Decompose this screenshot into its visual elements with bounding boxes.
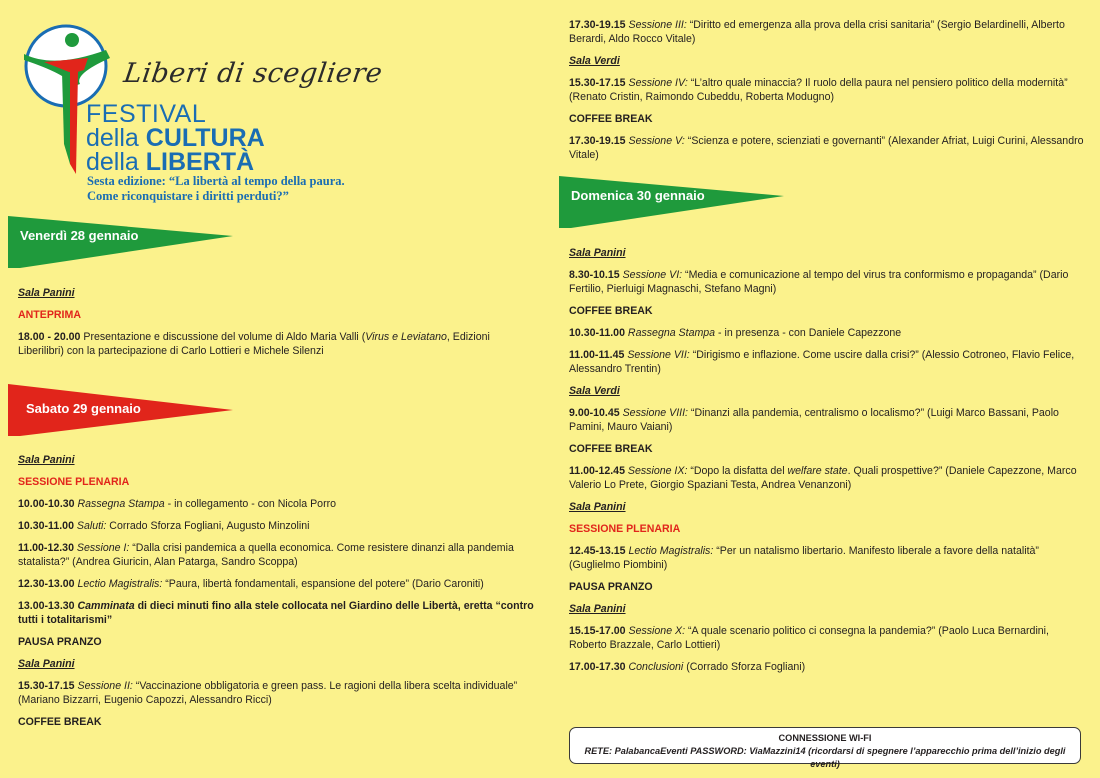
saturday-schedule-continued xyxy=(569,18,1084,170)
plenaria-label: SESSIONE PLENARIA xyxy=(18,476,130,488)
event-item: 15.30-17.15 Sessione IV: “L’altro quale minaccia? Il ruolo della paura nel pensiero politico della modernità” (Renato Cristin, Raimondo Cubeddu, Roberta Modugno) xyxy=(569,77,1068,103)
event-item: 17.00-17.30 Conclusioni (Corrado Sforza Fogliani) xyxy=(569,661,806,673)
venue-label: Sala Panini xyxy=(18,658,75,670)
event-item: 10.30-11.00 Saluti: Corrado Sforza Fogliani, Augusto Minzolini xyxy=(18,520,310,532)
event-item: 12.45-13.15 Lectio Magistralis: “Per un natalismo libertario. Manifesto liberale a favore della natalità” (Guglielmo Piombini) xyxy=(569,545,1039,571)
event-item: 11.00-12.30 Sessione I: “Dalla crisi pandemica a quella economica. Come resistere dinanzi alla pandemia statalista?” (Andrea Giuricin, Alan Patarga, Sandro Scoppa) xyxy=(18,542,514,568)
wifi-title: CONNESSIONE WI-FI xyxy=(778,733,872,743)
event-item: 11.00-11.45 Sessione VII: “Dirigismo e inflazione. Come uscire dalla crisi?” (Alessio Cotroneo, Flavio Felice, Alessandro Trentin) xyxy=(569,349,1075,375)
day-banner-saturday: Sabato 29 gennaio xyxy=(8,384,233,436)
sunday-schedule xyxy=(569,246,1084,682)
edition-subtitle: Sesta edizione: “La libertà al tempo della paura. Come riconquistare i diritti perduti?” xyxy=(87,174,345,203)
wifi-details: RETE: PalabancaEventi PASSWORD: ViaMazzini14 (ricordarsi di spegnere l’apparecchio prima dell’inizio degli eventi) xyxy=(584,746,1066,769)
lunch-break-label: PAUSA PRANZO xyxy=(18,636,102,648)
event-item: 10.30-11.00 Rassegna Stampa - in presenza - con Daniele Capezzone xyxy=(569,327,902,339)
friday-schedule xyxy=(18,286,538,366)
event-item: 15.30-17.15 Sessione II: “Vaccinazione obbligatoria e green pass. Le ragioni della libera scelta individuale” (Mariano Bizzarri, Eugenio Capozzi, Alessandro Ricci) xyxy=(18,680,518,706)
coffee-break-label: COFFEE BREAK xyxy=(18,716,102,728)
venue-label: Sala Panini xyxy=(569,603,626,615)
event-item: 15.15-17.00 Sessione X: “A quale scenario politico ci consegna la pandemia?” (Paolo Luca Bernardini, Roberto Brazzale, Carlo Lottieri) xyxy=(569,625,1049,651)
venue-label: Sala Verdi xyxy=(569,55,620,67)
coffee-break-label: COFFEE BREAK xyxy=(569,113,653,125)
venue-label: Sala Panini xyxy=(18,287,75,299)
anteprima-label: ANTEPRIMA xyxy=(18,309,81,321)
venue-label: Sala Panini xyxy=(18,454,75,466)
festival-title-line2: della CULTURA xyxy=(86,124,265,152)
day-banner-friday: Venerdì 28 gennaio xyxy=(8,216,233,268)
venue-label: Sala Panini xyxy=(569,247,626,259)
tagline: Liberi di scegliere xyxy=(121,58,385,89)
venue-label: Sala Verdi xyxy=(569,385,620,397)
event-item: 12.30-13.00 Lectio Magistralis: “Paura, libertà fondamentali, espansione del potere” (Dario Caroniti) xyxy=(18,578,484,590)
event-item: 17.30-19.15 Sessione III: “Diritto ed emergenza alla prova della crisi sanitaria” (Sergio Belardinelli, Alberto Berardi, Aldo Rocco Vitale) xyxy=(569,19,1065,45)
venue-label: Sala Panini xyxy=(569,501,626,513)
event-item: 11.00-12.45 Sessione IX: “Dopo la disfatta del welfare state. Quali prospettive?” (Daniele Capezzone, Marco Valerio Lo Prete, Giorgio Spaziani Testa, Andrea Venanzoni) xyxy=(569,465,1077,491)
festival-logo xyxy=(14,14,434,214)
event-item: 9.00-10.45 Sessione VIII: “Dinanzi alla pandemia, centralismo o localismo?” (Luigi Marco Bassani, Paolo Pamini, Mauro Vaiani) xyxy=(569,407,1059,433)
event-item: 13.00-13.30 Camminata di dieci minuti fino alla stele collocata nel Giardino delle Libertà, eretta “contro tutti i totalitarismi” xyxy=(18,600,534,626)
event-item: 18.00 - 20.00 Presentazione e discussione del volume di Aldo Maria Valli (Virus e Leviatano, Edizioni Liberilibri) con la partecipazione di Carlo Lottieri e Michele Silenzi xyxy=(18,331,490,357)
coffee-break-label: COFFEE BREAK xyxy=(569,443,653,455)
plenaria-label: SESSIONE PLENARIA xyxy=(569,523,681,535)
event-item: 8.30-10.15 Sessione VI: “Media e comunicazione al tempo del virus tra conformismo e propaganda” (Dario Fertilio, Pierluigi Magnaschi, Stefano Magni) xyxy=(569,269,1069,295)
day-banner-sunday: Domenica 30 gennaio xyxy=(559,176,784,228)
lunch-break-label: PAUSA PRANZO xyxy=(569,581,653,593)
saturday-schedule xyxy=(18,453,538,737)
wifi-info-box xyxy=(569,727,1081,769)
event-item: 10.00-10.30 Rassegna Stampa - in collegamento - con Nicola Porro xyxy=(18,498,337,510)
festival-title-line3: della LIBERTÀ xyxy=(86,148,255,176)
event-item: 17.30-19.15 Sessione V: “Scienza e potere, scienziati e governanti” (Alexander Afriat, Luigi Curini, Alessandro Vitale) xyxy=(569,135,1084,161)
coffee-break-label: COFFEE BREAK xyxy=(569,305,653,317)
festival-title-line1: FESTIVAL xyxy=(86,100,207,128)
